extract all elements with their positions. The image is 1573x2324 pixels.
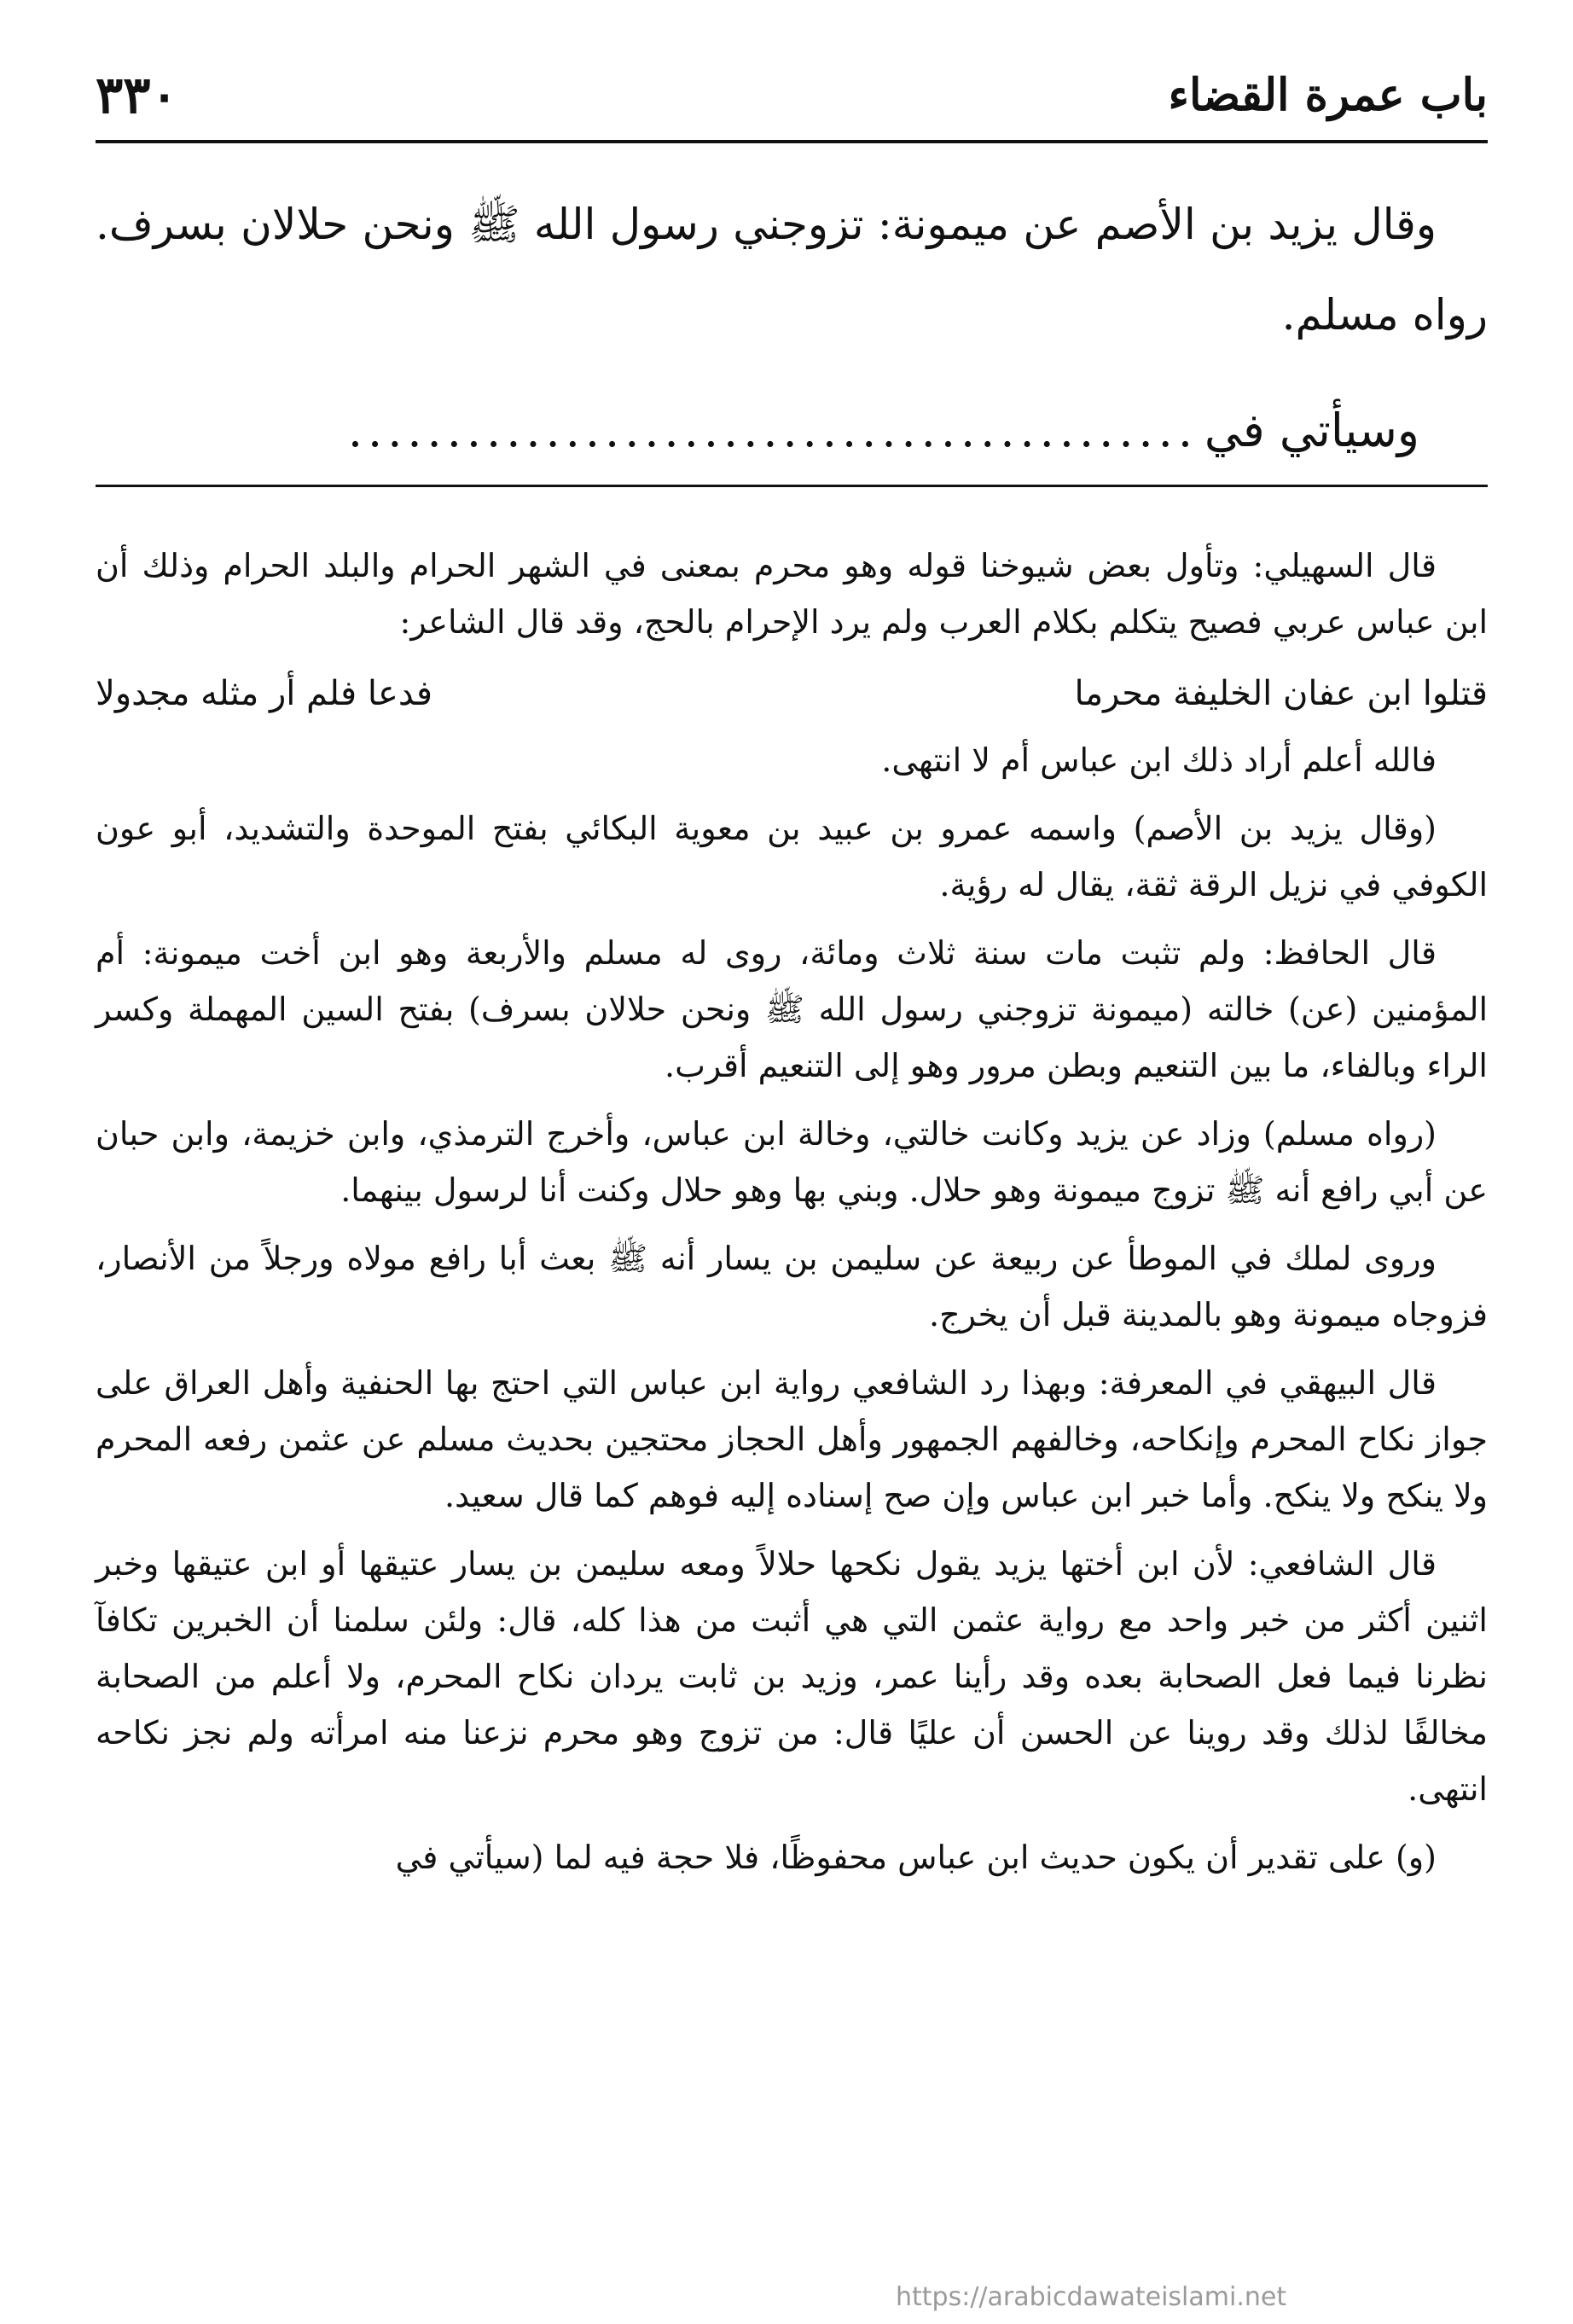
verse-second-hemistich: فدعا فلم أر مثله مجدولا bbox=[96, 674, 432, 713]
page-number: ٣٣٠ bbox=[96, 66, 178, 125]
commentary-paragraph-3: (وقال يزيد بن الأصم) واسمه عمرو بن عبيد بن معوية البكائي بفتح الموحدة والتشديد، أبو عون الكوفي في نزيل الرقة ثقة، يقال له رؤية. bbox=[96, 810, 1488, 903]
source-watermark: https://arabicdawateislami.net bbox=[896, 2282, 1287, 2312]
commentary-paragraph-7: قال البيهقي في المعرفة: وبهذا رد الشافعي رواية ابن عباس التي احتج بها الحنفية وأهل العراق على جواز نكاح المحرم وإنكاحه، وخالفهم الجمهور وأهل الحجاز محتجين بحديث مسلم عن عثمن رفعه المحرم ولا ينكح ولا ينكح. وأما خبر ابن عباس وإن صح إسناده إليه فوهم كما قال سعيد. bbox=[96, 1364, 1488, 1514]
main-hadith: وقال يزيد بن الأصم عن ميمونة: تزوجني رسول الله ﷺ ونحن حلالان بسرف. رواه مسلم. bbox=[96, 200, 1488, 340]
page-header bbox=[96, 53, 1488, 138]
continuation-lead: وسيأتي في bbox=[1204, 404, 1419, 457]
verse-first-hemistich: قتلوا ابن عفان الخليفة محرما bbox=[1074, 674, 1488, 713]
commentary-paragraph-1: قال السهيلي: وتأول بعض شيوخنا قوله وهو محرم بمعنى في الشهر الحرام والبلد الحرام وذلك أن ابن عباس عربي فصيح يتكلم بكلام العرب ولم يرد الإحرام بالحج، وقد قال الشاعر: bbox=[96, 547, 1488, 641]
commentary-paragraph-4: قال الحافظ: ولم تثبت مات سنة ثلاث ومائة، روى له مسلم والأربعة وهو ابن أخت ميمونة: أم المؤمنين (عن) خالته (ميمونة تزوجني رسول الله ﷺ ونحن حلالان بسرف) بفتح السين المهملة وكسر الراء وبالفاء، ما بين التنعيم وبطن مرور وهو إلى التنعيم أقرب. bbox=[96, 934, 1488, 1084]
commentary-paragraph-6: وروى لملك في الموطأ عن ربيعة عن سليمن بن يسار أنه ﷺ بعث أبا رافع مولاه ورجلاً من الأنصار، فزوجاه ميمونة وهو بالمدينة قبل أن يخرج. bbox=[96, 1240, 1488, 1333]
commentary-paragraph-5: (رواه مسلم) وزاد عن يزيد وكانت خالتي، وخالة ابن عباس، وأخرج الترمذي، وابن خزيمة، وابن حبان عن أبي رافع أنه ﷺ تزوج ميمونة وهو حلال. وبني بها وهو حلال وكنت أنا لرسول بينهما. bbox=[96, 1115, 1488, 1209]
header-rule bbox=[96, 140, 1488, 143]
commentary-paragraph-9: (و) على تقدير أن يكون حديث ابن عباس محفوظًا، فلا حجة فيه لما (سيأتي في bbox=[395, 1839, 1437, 1876]
commentary-paragraph-8: قال الشافعي: لأن ابن أختها يزيد يقول نكحها حلالاً ومعه سليمن بن يسار عتيقها أو ابن عتيقها وخبر اثنين أكثر من خبر واحد مع رواية عثمن التي هي أثبت من هذا كله، قال: ولئن سلمنا أن الخبرين تكافآ نظرنا فيما فعل الصحابة بعده وقد رأينا عمر، وزيد بن ثابت يردان نكاح المحرم، ولا أعلم من الصحابة مخالفًا لذلك وقد روينا عن الحسن أن عليًا قال: من تزوج وهو محرم نزعنا منه امرأته ولم نجز نكاحه انتهى. bbox=[96, 1545, 1488, 1808]
chapter-title: باب عمرة القضاء bbox=[1168, 69, 1488, 121]
continuation-line bbox=[96, 384, 1488, 478]
main-text bbox=[96, 179, 1488, 360]
commentary-paragraph-2: فالله أعلم أراد ذلك ابن عباس أم لا انتهى. bbox=[881, 741, 1437, 779]
commentary bbox=[96, 537, 1488, 1897]
continuation-dots: ........................................... bbox=[347, 404, 1198, 457]
section-rule bbox=[96, 485, 1488, 487]
poetry-verse bbox=[96, 662, 1488, 725]
